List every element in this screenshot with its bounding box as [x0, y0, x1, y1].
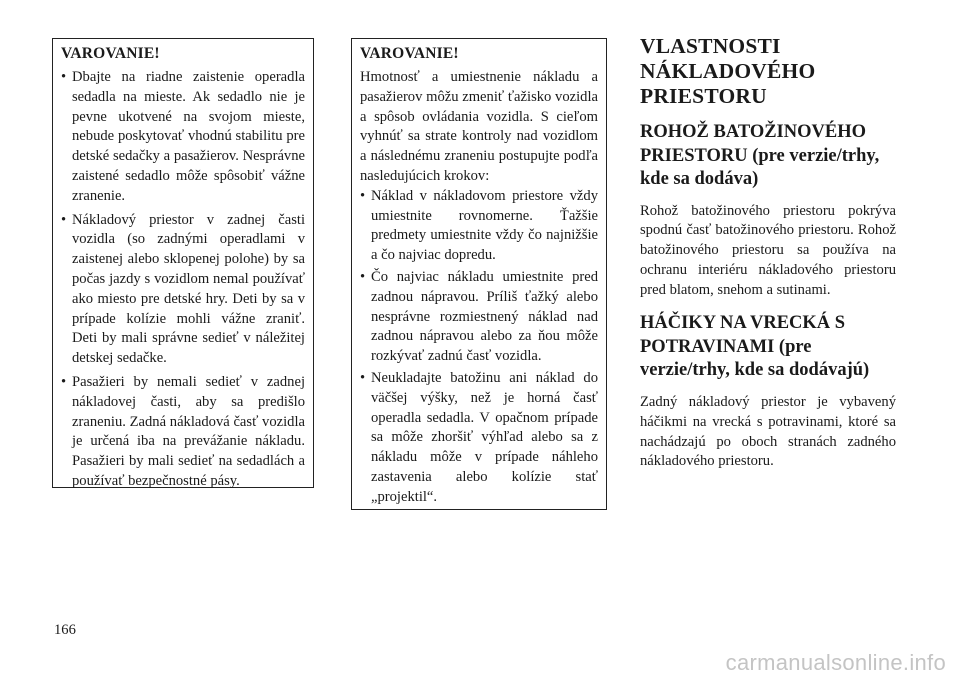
list-item: • Nákladový priestor v zadnej časti vozidla (so zadnými operadlami v zaistenej alebo sklopenej polohe) by sa počas jazdy s vozidlom nemal používať ako miesto pre detské hry. Deti by sa v prípade kolízie mohli vážne zraniť. Deti by mali správne sedieť v náležitej detskej sedačke.	[61, 211, 305, 369]
list-item: • Pasažieri by nemali sedieť v zadnej nákladovej časti, aby sa predišlo zraneniu. Zadná nákladová časť vozidla je určená iba na prevážanie nákladu. Pasažieri by mali sedieť na sedadlách a používať bezpečnostné pásy.	[61, 373, 305, 492]
grocery-hooks-heading: HÁČIKY NA VRECKÁ S POTRAVINAMI (pre verzie/trhy, kde sa dodávajú)	[640, 313, 870, 381]
list-item: • Čo najviac nákladu umiestnite pred zadnou nápravou. Príliš ťažký alebo nesprávne rozmiestnený náklad nad zadnou nápravou alebo za ňou môže rozkývať zadnú časť vozidla.	[360, 268, 598, 367]
warning-title: VAROVANIE!	[360, 45, 459, 62]
warning-intro: Hmotnosť a umiestnenie nákladu a pasažierov môžu zmeniť ťažisko vozidla a spôsob ovládania vozidla. S cieľom vyhnúť sa strate kontroly nad vozidlom a následnému zraneniu postupujte podľa nasledujúcich krokov:	[360, 69, 598, 184]
grocery-hooks-text: Zadný nákladový priestor je vybavený háčikmi na vrecká s potravinami, ktoré sa nachádzajú po oboch stranách zadného nákladového priestoru.	[640, 393, 896, 470]
cargo-mat-heading: ROHOŽ BATOŽINOVÉHO PRIESTORU (pre verzie/trhy, kde sa dodáva)	[640, 122, 880, 189]
page-number: 166	[54, 622, 76, 638]
warning-box-2	[351, 38, 607, 510]
warning-box-1	[52, 38, 314, 488]
list-item: • Neukladajte batožinu ani náklad do väčšej výšky, než je horná časť operadla sedadla. V opačnom prípade sa môže zhoršiť výhľad alebo sa z nákladu môže v prípade náhleho zastavenia alebo kolízie stať „projektil“.	[360, 369, 598, 508]
warning-list	[360, 187, 598, 508]
cargo-section	[628, 34, 896, 484]
warning-list	[61, 68, 305, 492]
warning-title: VAROVANIE!	[61, 45, 160, 62]
list-item: • Náklad v nákladovom priestore vždy umiestnite rovnomerne. Ťažšie predmety umiestnite vždy čo najnižšie a čo najviac dopredu.	[360, 187, 598, 266]
cargo-mat-text: Rohož batožinového priestoru pokrýva spodnú časť batožinového priestoru. Rohož batožinového priestoru sa používa na ochranu interiéru nákladového priestoru pred blatom, snehom a sutinami.	[640, 202, 896, 298]
watermark: carmanualsonline.info	[725, 650, 946, 675]
list-item: • Dbajte na riadne zaistenie operadla sedadla na mieste. Ak sedadlo nie je pevne ukotvené na svojom mieste, nebude poskytovať vhodnú stabilitu pre detské sedačky a pasažierov. Nesprávne zaistené sedadlo môže spôsobiť vážne zranenie.	[61, 68, 305, 207]
section-heading: VLASTNOSTI NÁKLADOVÉHO PRIESTORU	[640, 34, 816, 108]
